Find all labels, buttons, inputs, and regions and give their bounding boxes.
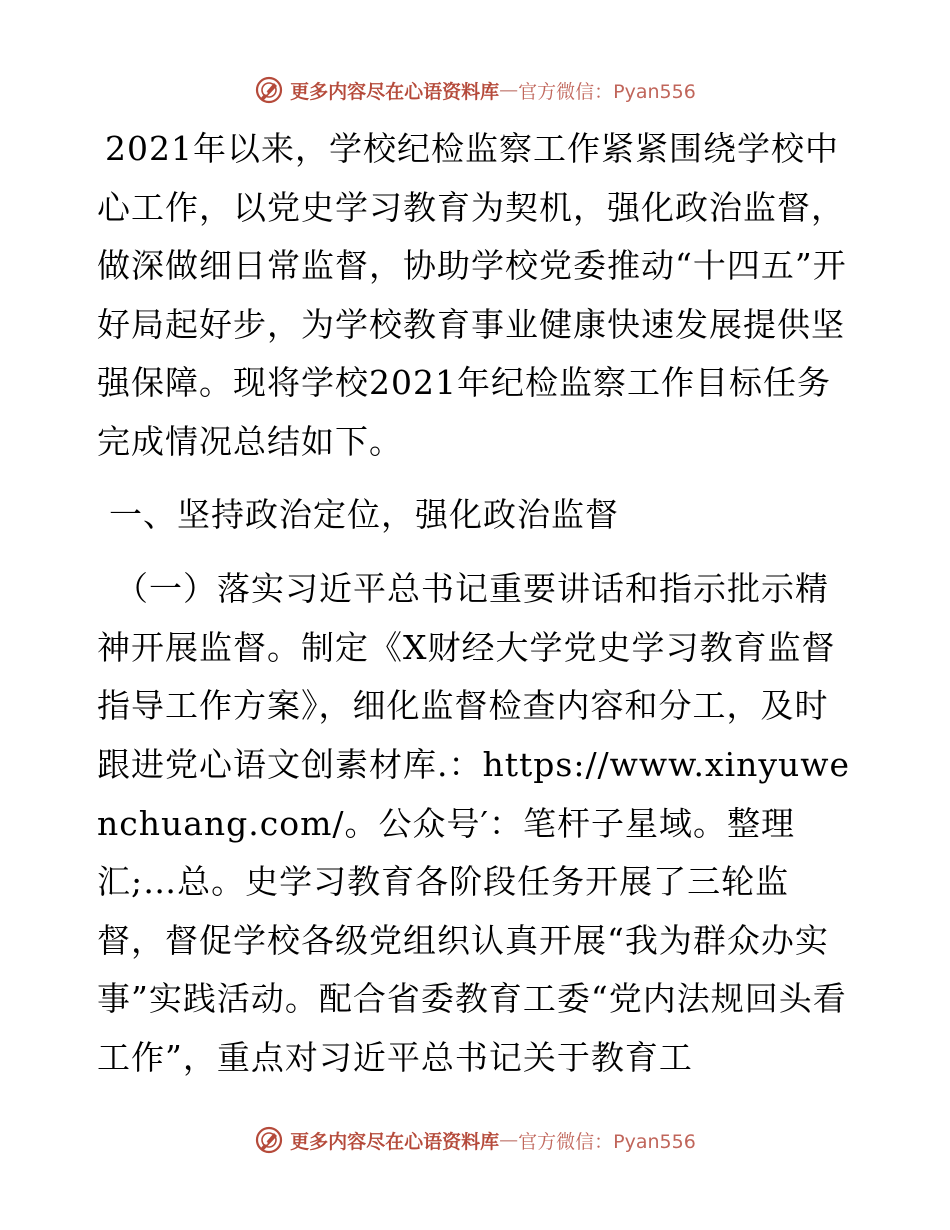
watermark-main-text: 更多内容尽在心语资料库	[290, 1130, 500, 1153]
section-heading: 一、坚持政治定位，强化政治监督	[109, 494, 619, 534]
watermark-header	[0, 70, 950, 110]
document-body	[97, 120, 857, 1088]
pen-seal-icon	[254, 1125, 284, 1155]
body-paragraph: （一）落实习近平总书记重要讲话和指示批示精神开展监督。制定《X财经大学党史学习教育监督指导工作方案》，细化监督检查内容和分工，及时跟进党心语文创素材库.：https://www.xinyuwenchuang.com/。公众号′：笔杆子星域。整理汇;…总。史学习教育各阶段任务开展了三轮监督，督促学校各级党组织认真开展“我为群众办实事”实践活动。配合省委教育工委“党内法规回头看工作”，重点对习近平总书记关于教育工	[97, 569, 851, 1077]
watermark-footer	[0, 1120, 950, 1160]
watermark-contact-text: 官方微信：Pyan556	[518, 1130, 696, 1153]
watermark-separator: —	[499, 1129, 519, 1151]
watermark-separator: —	[499, 79, 519, 101]
watermark-contact-text: 官方微信：Pyan556	[518, 80, 696, 103]
intro-paragraph: 2021年以来，学校纪检监察工作紧紧围绕学校中心工作，以党史学习教育为契机，强化政治监督，做深做细日常监督，协助学校党委推动“十四五”开好局起好步，为学校教育事业健康快速发展提供坚强保障。现将学校2021年纪检监察工作目标任务完成情况总结如下。	[97, 129, 847, 461]
pen-seal-icon	[254, 75, 284, 105]
watermark-main-text: 更多内容尽在心语资料库	[290, 80, 500, 103]
